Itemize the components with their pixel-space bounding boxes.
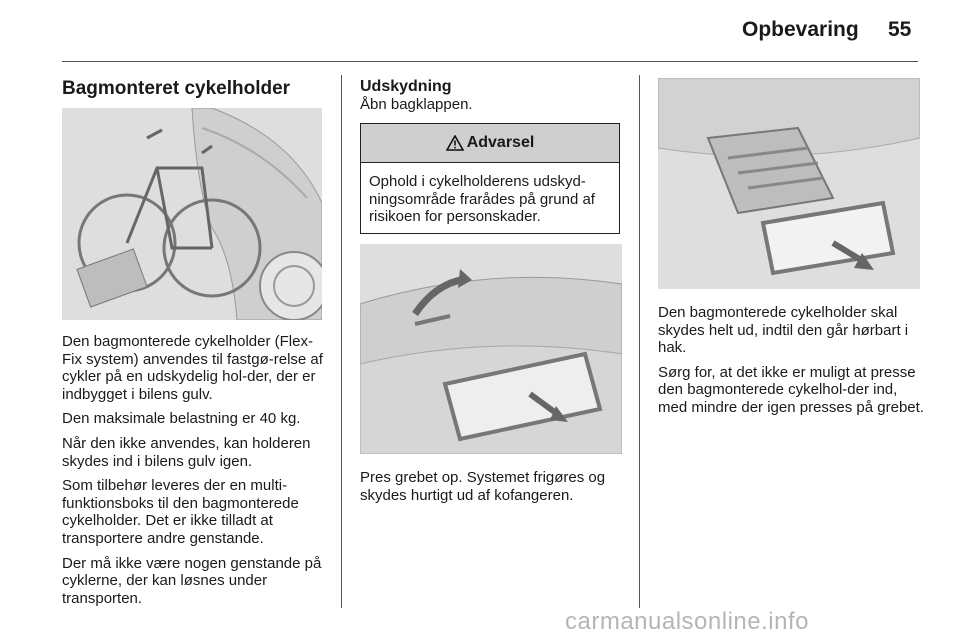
col3-paragraph: Den bagmonterede cykelholder skal skydes helt ud, indtil den går hørbart i hak. — [658, 304, 909, 357]
warning-box — [360, 123, 620, 234]
header-divider — [62, 61, 918, 62]
col1-paragraph: Den maksimale belastning er 40 kg. — [62, 410, 301, 428]
intro-text: Åbn bagklappen. — [360, 96, 473, 113]
section-title: Bagmonteret cykelholder — [62, 78, 291, 99]
bike-carrier-illustration — [62, 108, 322, 320]
col2-paragraph: Pres grebet op. Systemet frigøres og skydes hurtigt ud af kofangeren. — [360, 469, 606, 504]
subsection-heading: Udskydning — [360, 78, 452, 95]
col1-paragraph: Den bagmonterede cykelholder (Flex-Fix system) anvendes til fastgø-relse af cykler på en udskydelig hol-der, der er indbygget i bilens gulv. — [62, 333, 323, 403]
carrier-extended-illustration — [658, 78, 920, 289]
page-header-title: Opbevaring — [742, 18, 859, 41]
column-divider-2 — [639, 75, 640, 608]
col2-text — [360, 469, 628, 511]
warning-text: Ophold i cykelholderens udskyd-ningsområde frarådes på grund af risikoen for personskader. — [369, 173, 595, 226]
warning-title: Advarsel — [466, 134, 535, 151]
column-divider-1 — [341, 75, 342, 608]
warning-header — [361, 124, 619, 163]
col3-text — [658, 304, 926, 424]
col1-paragraph: Der må ikke være nogen genstande på cyklerne, der kan løsnes under transporten. — [62, 554, 322, 607]
col3-paragraph: Sørg for, at det ikke er muligt at presse den bagmonterede cykelhol-der ind, med mindre der igen presses på grebet. — [658, 363, 924, 416]
page-number: 55 — [888, 18, 912, 41]
col1-paragraph: Som tilbehør leveres der en multi-funktionsboks til den bagmonterede cykelholder. Det er ikke tilladt at transportere andre genstande. — [62, 477, 299, 547]
warning-triangle-icon — [446, 135, 464, 151]
watermark: carmanualsonline.info — [565, 608, 809, 635]
col1-text — [62, 333, 330, 614]
col1-paragraph: Når den ikke anvendes, kan holderen skydes ind i bilens gulv igen. — [62, 434, 311, 470]
bumper-release-illustration — [360, 244, 622, 454]
